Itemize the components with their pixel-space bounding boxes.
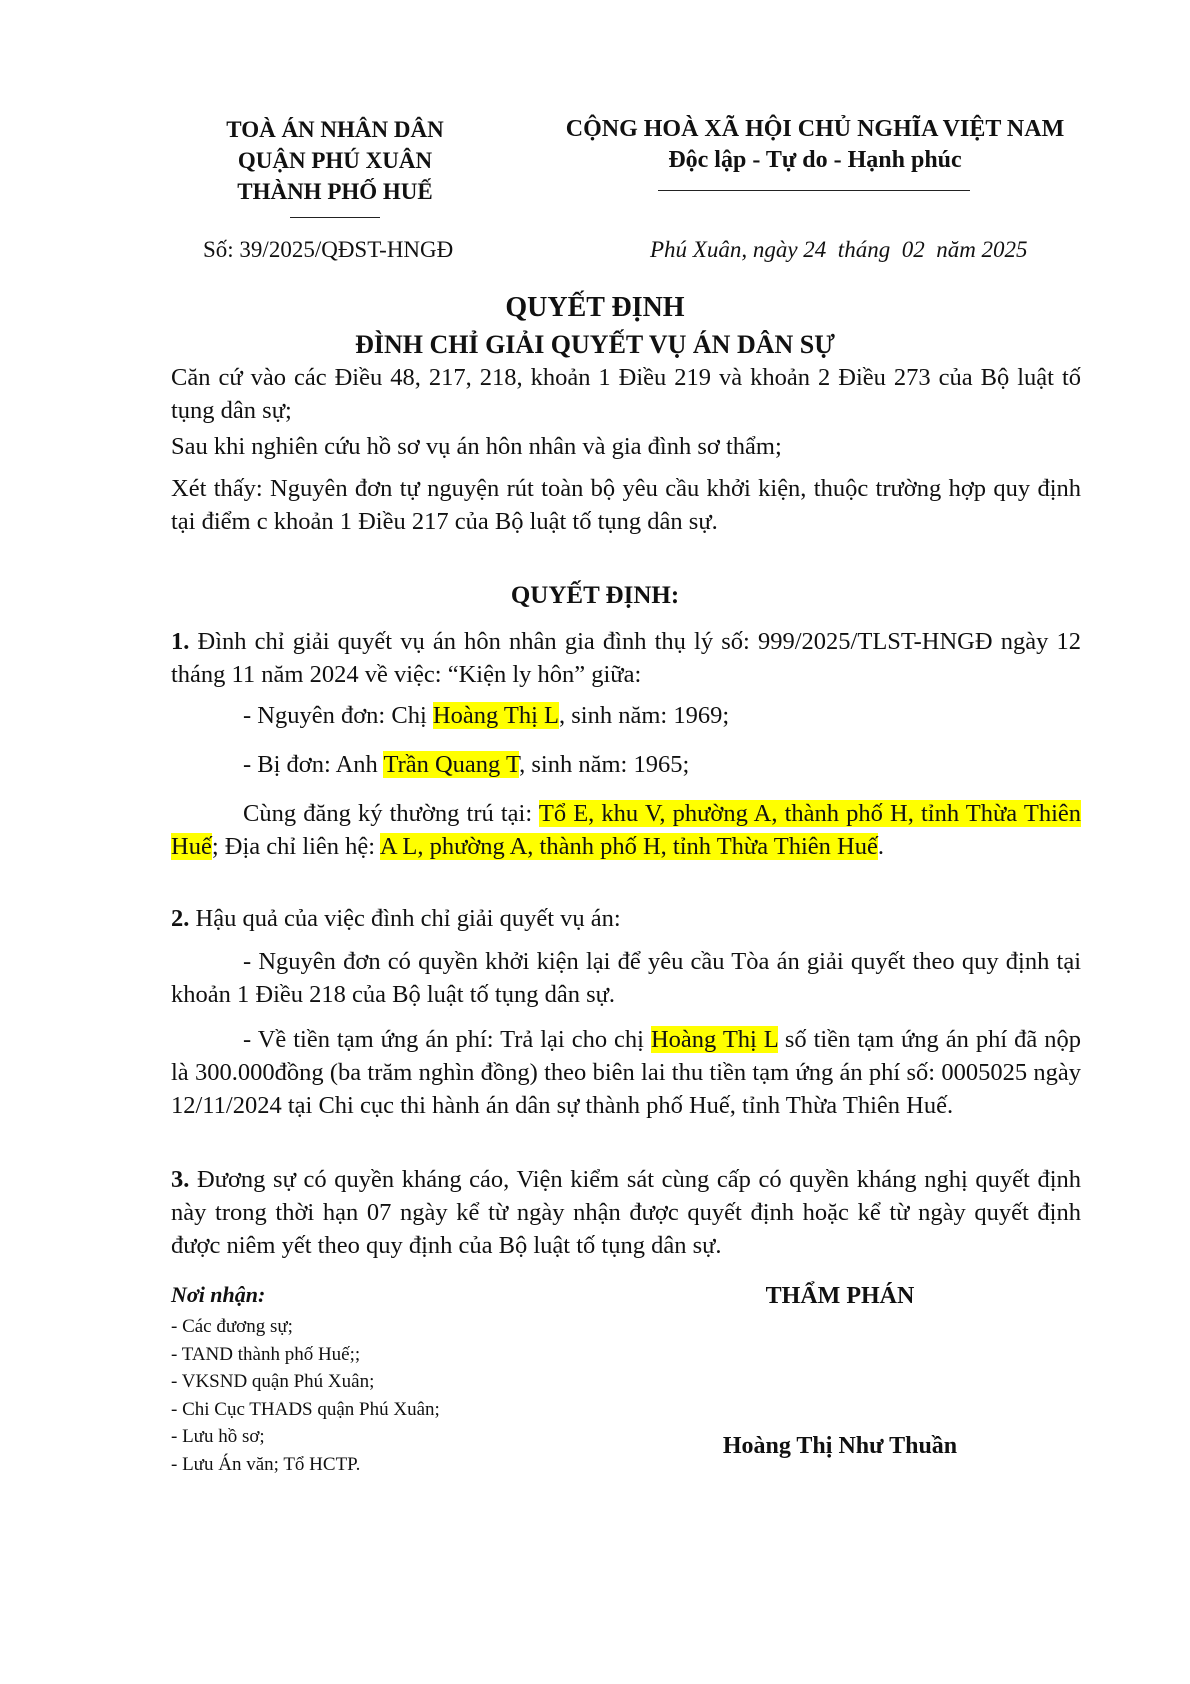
item-1-text <box>171 625 1081 691</box>
item-3-text <box>171 1163 1081 1262</box>
recipient-item: - Các đương sự; <box>171 1316 293 1337</box>
item-2-number: 2. <box>171 905 190 932</box>
motto-divider <box>658 190 970 191</box>
fee-suffix: số tiền tạm ứng án phí đã nộp là 300.000đồng (ba trăm nghìn đồng) theo biên lai thu tiền tạm ứng án phí số: 0005025 ngày 12/11/2024 tại Chi cục thi hành án dân sự thành phố Huế, tỉnh Thừa Thiên Huế. <box>171 1026 1081 1119</box>
judge-title: THẨM PHÁN <box>765 1283 915 1309</box>
item-2-text <box>171 902 1081 935</box>
defendant-suffix: , sinh năm: 1965; <box>519 751 690 778</box>
residence-address: Tổ E, khu V, phường A, thành phố H, tỉnh Thừa Thiên Huế <box>171 800 1082 860</box>
defendant-prefix: - Bị đơn: Anh <box>243 751 384 778</box>
preamble-review: Sau khi nghiên cứu hồ sơ vụ án hôn nhân và gia đình sơ thẩm; <box>171 433 782 460</box>
nation-motto: Độc lập - Tự do - Hạnh phúc <box>668 147 962 173</box>
defendant-name: Trần Quang T <box>383 751 520 778</box>
court-line-3: THÀNH PHỐ HUẾ <box>237 179 433 204</box>
court-name-block <box>190 114 480 207</box>
plaintiff-suffix: , sinh năm: 1969; <box>559 702 730 729</box>
court-divider <box>290 217 380 218</box>
recipient-item: - Lưu hồ sơ; <box>171 1426 265 1447</box>
preamble-consideration: Xét thấy: Nguyên đơn tự nguyện rút toàn bộ yêu cầu khởi kiện, thuộc trường hợp quy định tại điểm c khoản 1 Điều 217 của Bộ luật tố tụng dân sự. <box>171 475 1081 535</box>
item-2-court-fee <box>171 1023 1081 1122</box>
address-paragraph <box>171 797 1081 863</box>
item-3-number: 3. <box>171 1166 190 1193</box>
national-motto-block <box>525 114 1105 176</box>
document-number: Số: 39/2025/QĐST-HNGĐ <box>203 237 454 262</box>
recipient-item: - VKSND quận Phú Xuân; <box>171 1371 375 1392</box>
recipient-item: - TAND thành phố Huế;; <box>171 1343 361 1365</box>
fee-recipient-name: Hoàng Thị L <box>650 1026 778 1053</box>
recipients-list <box>171 1313 440 1478</box>
item-1-body: Đình chỉ giải quyết vụ án hôn nhân gia đình thụ lý số: 999/2025/TLST-HNGĐ ngày 12 tháng 11 năm 2024 về việc: “Kiện ly hôn” giữa: <box>171 628 1081 688</box>
recipient-item: - Lưu Án văn; Tổ HCTP. <box>171 1453 361 1475</box>
plaintiff-line <box>171 699 1081 732</box>
place-and-date: Phú Xuân, ngày 24 tháng 02 năm 2025 <box>650 237 1028 262</box>
residence-prefix: Cùng đăng ký thường trú tại: <box>243 800 539 827</box>
recipients-label: Nơi nhận: <box>171 1282 266 1307</box>
item-1-number: 1. <box>171 628 190 655</box>
document-subtitle: ĐÌNH CHỈ GIẢI QUYẾT VỤ ÁN DÂN SỰ <box>355 330 835 359</box>
item-2-right-to-resue: - Nguyên đơn có quyền khởi kiện lại để yêu cầu Tòa án giải quyết theo quy định tại khoản 1 Điều 218 của Bộ luật tố tụng dân sự. <box>171 948 1081 1008</box>
fee-prefix: - Về tiền tạm ứng án phí: Trả lại cho chị <box>243 1026 651 1053</box>
contact-prefix: ; Địa chỉ liên hệ: <box>211 833 380 860</box>
decision-heading: QUYẾT ĐỊNH: <box>510 582 680 609</box>
contact-suffix: . <box>877 833 884 860</box>
plaintiff-prefix: - Nguyên đơn: Chị <box>243 702 433 729</box>
court-line-2: QUẬN PHÚ XUÂN <box>237 148 433 173</box>
recipient-item: - Chi Cục THADS quận Phú Xuân; <box>171 1398 440 1420</box>
preamble-legal-basis: Căn cứ vào các Điều 48, 217, 218, khoản 1 Điều 219 và khoản 2 Điều 273 của Bộ luật tố tụng dân sự; <box>171 364 1081 424</box>
nation-name: CỘNG HOÀ XÃ HỘI CHỦ NGHĨA VIỆT NAM <box>565 116 1065 142</box>
plaintiff-name: Hoàng Thị L <box>432 702 560 729</box>
defendant-line <box>171 748 1081 781</box>
contact-address: A L, phường A, thành phố H, tỉnh Thừa Thiên Huế <box>379 833 878 860</box>
document-title: QUYẾT ĐỊNH <box>505 292 685 323</box>
judge-name: Hoàng Thị Như Thuần <box>722 1433 958 1459</box>
court-line-1: TOÀ ÁN NHÂN DÂN <box>226 117 444 142</box>
item-2-body: Hậu quả của việc đình chỉ giải quyết vụ án: <box>195 905 621 932</box>
item-3-body: Đương sự có quyền kháng cáo, Viện kiểm sát cùng cấp có quyền kháng nghị quyết định này trong thời hạn 07 ngày kể từ ngày nhận được quyết định hoặc kể từ ngày quyết định được niêm yết theo quy định của Bộ luật tố tụng dân sự. <box>171 1166 1082 1259</box>
